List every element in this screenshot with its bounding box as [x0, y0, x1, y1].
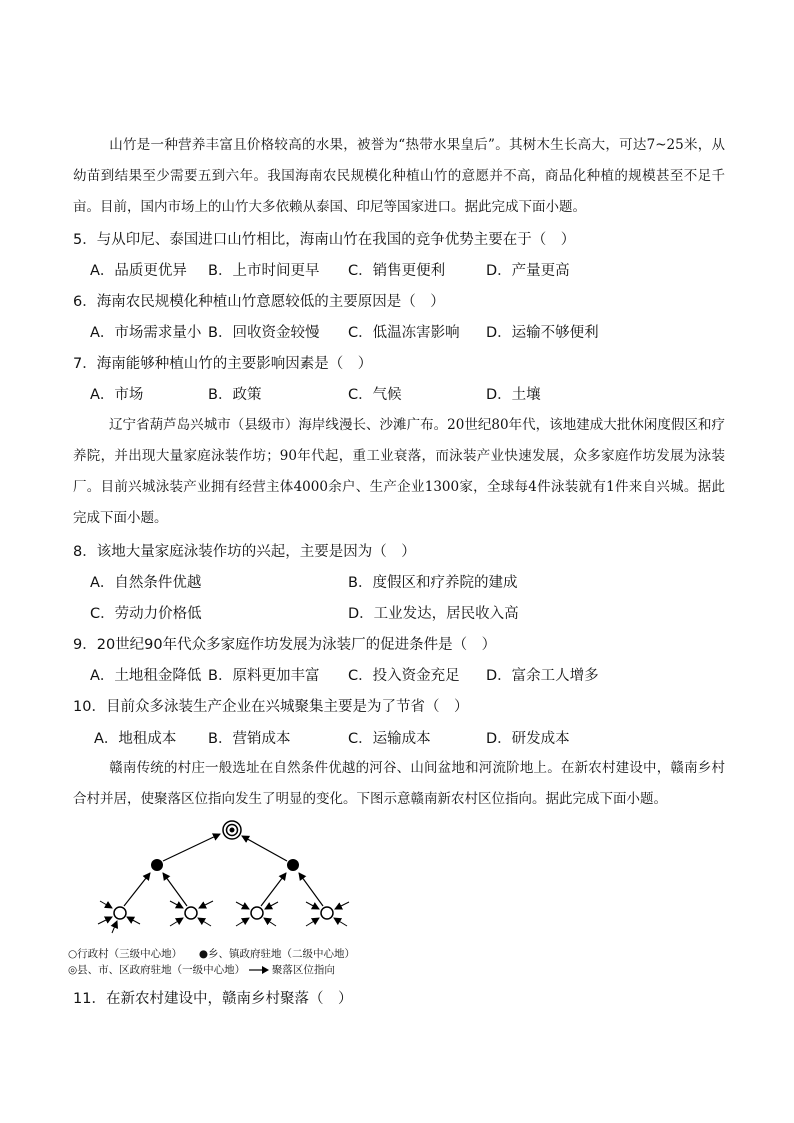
q10-option-d[interactable]: D．研发成本: [486, 731, 570, 747]
q8-option-a[interactable]: A．自然条件优越: [90, 575, 202, 591]
arrow: [299, 873, 323, 906]
question-8: 8．该地大量家庭泳装作坊的兴起，主要是因为（ ）: [73, 544, 416, 560]
q5-option-d[interactable]: D．产量更高: [486, 263, 570, 279]
q6-option-b[interactable]: B．回收资金较慢: [208, 325, 320, 341]
q6-option-a[interactable]: A．市场需求量小: [90, 325, 202, 341]
q9-option-b[interactable]: B．原料更加丰富: [208, 668, 320, 684]
q7-option-d[interactable]: D．土壤: [486, 387, 541, 403]
question-10: 10．目前众多泳装生产企业在兴城聚集主要是为了节省（ ）: [73, 699, 469, 715]
q5-option-b[interactable]: B．上市时间更早: [208, 263, 320, 279]
legend-village: ○行政村（三级中心地）: [68, 948, 183, 960]
arrow: [163, 834, 220, 861]
village-node-2: [185, 907, 197, 919]
village-node-3: [251, 907, 263, 919]
q8-option-b[interactable]: B．度假区和疗养院的建成: [348, 575, 518, 591]
arrow: [261, 873, 286, 906]
passage-2: [73, 410, 725, 534]
village-node-4: [321, 907, 333, 919]
q6-option-c[interactable]: C．低温冻害影响: [348, 325, 460, 341]
q7-option-b[interactable]: B．政策: [208, 387, 262, 403]
q8-option-d[interactable]: D．工业发达，居民收入高: [348, 606, 519, 622]
passage-1: [73, 130, 725, 223]
q10-option-a[interactable]: A．地租成本: [94, 731, 177, 747]
settlement-location-diagram: [70, 818, 390, 948]
diagram-legend-row-2: [68, 962, 335, 977]
arrow: [124, 873, 150, 906]
q8-option-c[interactable]: C．劳动力价格低: [90, 606, 202, 622]
passage-1-text: 山竹是一种营养丰富且价格较高的水果，被誉为“热带水果皇后”。其树木生长高大，可达7~25米，从幼苗到结果至少需要五到六年。我国海南农民规模化种植山竹的意愿并不高，商品化种植的规模甚至不足千亩。目前，国内市场上的山竹大多依赖从泰国、印尼等国家进口。据此完成下面小题。: [73, 137, 725, 215]
diagram-legend: [68, 946, 355, 961]
q5-option-a[interactable]: A．品质更优异: [90, 263, 187, 279]
arrow: [163, 873, 187, 906]
q9-option-c[interactable]: C．投入资金充足: [348, 668, 460, 684]
q9-option-a[interactable]: A．土地租金降低: [90, 668, 202, 684]
village-node-1: [114, 907, 126, 919]
q7-option-a[interactable]: A．市场: [90, 387, 144, 403]
q7-option-c[interactable]: C．气候: [348, 387, 402, 403]
q10-option-b[interactable]: B．营销成本: [208, 731, 291, 747]
question-6: 6．海南农民规模化种植山竹意愿较低的主要原因是（ ）: [73, 294, 445, 310]
passage-3-text: 赣南传统的村庄一般选址在自然条件优越的河谷、山间盆地和河流阶地上。在新农村建设中，赣南乡村合村并居，使聚落区位指向发生了明显的变化。下图示意赣南新农村区位指向。据此完成下面小题。: [73, 760, 725, 807]
question-11: 11．在新农村建设中，赣南乡村聚落（ ）: [73, 991, 353, 1007]
question-9: 9．20世纪90年代众多家庭作坊发展为泳装厂的促进条件是（ ）: [73, 637, 497, 653]
q6-option-d[interactable]: D．运输不够便利: [486, 325, 599, 341]
question-5: 5．与从印尼、泰国进口山竹相比，海南山竹在我国的竞争优势主要在于（ ）: [73, 232, 576, 248]
legend-arrow-icon: [249, 965, 269, 975]
arrow: [242, 836, 287, 861]
legend-township: ●乡、镇政府驻地（二级中心地）: [198, 948, 356, 960]
county-seat-node: [223, 821, 241, 839]
township-node-left: [151, 859, 163, 871]
question-7: 7．海南能够种植山竹的主要影响因素是（ ）: [73, 356, 373, 372]
legend-arrow-label: 聚落区位指向: [271, 964, 335, 976]
q5-option-c[interactable]: C．销售更便利: [348, 263, 446, 279]
q10-option-c[interactable]: C．运输成本: [348, 731, 431, 747]
passage-2-text: 辽宁省葫芦岛兴城市（县级市）海岸线漫长、沙滩广布。20世纪80年代，该地建成大批休闲度假区和疗养院，并出现大量家庭泳装作坊；90年代起，重工业衰落，而泳装产业快速发展，众多家庭作坊发展为泳装厂。目前兴城泳装产业拥有经营主体4000余户、生产企业1300家，全球每4件泳装就有1件来自兴城。据此完成下面小题。: [73, 417, 725, 526]
passage-3: [73, 753, 725, 815]
q9-option-d[interactable]: D．富余工人增多: [486, 668, 599, 684]
township-node-right: [287, 859, 299, 871]
legend-county: ◎县、市、区政府驻地（一级中心地）: [68, 964, 246, 976]
